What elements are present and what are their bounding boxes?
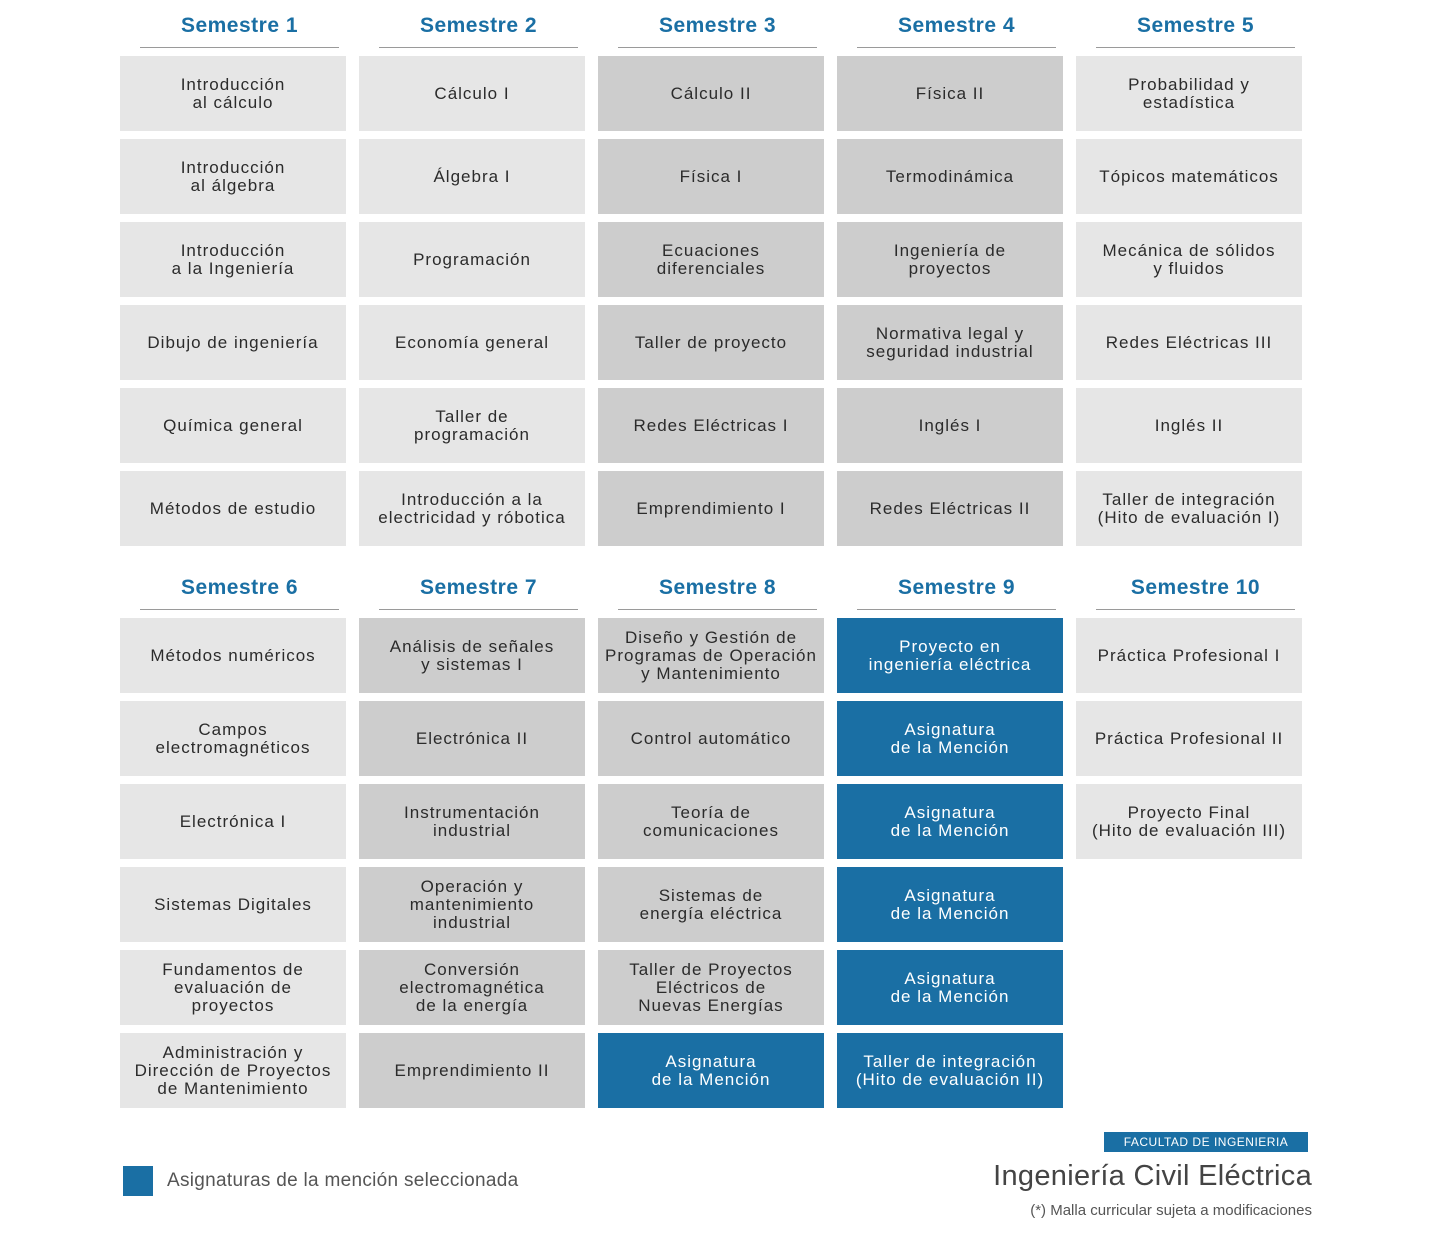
course-cell: Conversión electromagnética de la energía — [359, 950, 585, 1025]
course-cell: Instrumentación industrial — [359, 784, 585, 859]
course-cell: Inglés I — [837, 388, 1063, 463]
course-cell: Dibujo de ingeniería — [120, 305, 346, 380]
semester-label: Semestre 1 — [180, 14, 299, 37]
course-cell: Inglés II — [1076, 388, 1302, 463]
course-cell: Cálculo I — [359, 56, 585, 131]
course-cell: Química general — [120, 388, 346, 463]
semester-column — [598, 576, 837, 1108]
semester-label: Semestre 7 — [419, 576, 538, 599]
semester-header — [359, 576, 598, 610]
course-cell: Control automático — [598, 701, 824, 776]
course-cell: Asignatura de la Mención — [837, 701, 1063, 776]
semester-header — [598, 576, 837, 610]
semester-column — [359, 14, 598, 546]
course-cell: Taller de integración (Hito de evaluación II) — [837, 1033, 1063, 1108]
curriculum-note: (*) Malla curricular sujeta a modificaciones — [1030, 1202, 1312, 1219]
course-cell: Análisis de señales y sistemas I — [359, 618, 585, 693]
header-underline — [140, 609, 339, 610]
legend — [123, 1166, 519, 1196]
course-cell: Probabilidad y estadística — [1076, 56, 1302, 131]
faculty-badge: FACULTAD DE INGENIERIA — [1104, 1132, 1308, 1152]
course-cell: Termodinámica — [837, 139, 1063, 214]
course-cell: Normativa legal y seguridad industrial — [837, 305, 1063, 380]
semester-column — [1076, 14, 1315, 546]
semester-header — [120, 14, 359, 48]
semester-header — [837, 576, 1076, 610]
header-underline — [379, 47, 578, 48]
course-cell: Física II — [837, 56, 1063, 131]
course-cell: Métodos de estudio — [120, 471, 346, 546]
course-cell: Asignatura de la Mención — [837, 950, 1063, 1025]
semester-header — [837, 14, 1076, 48]
program-title: Ingeniería Civil Eléctrica — [993, 1160, 1312, 1192]
course-cell: Taller de integración (Hito de evaluación I) — [1076, 471, 1302, 546]
semester-label: Semestre 9 — [897, 576, 1016, 599]
semester-label: Semestre 2 — [419, 14, 538, 37]
course-cell: Campos electromagnéticos — [120, 701, 346, 776]
course-cell: Asignatura de la Mención — [598, 1033, 824, 1108]
header-underline — [379, 609, 578, 610]
course-cell: Física I — [598, 139, 824, 214]
course-cell: Introducción a la Ingeniería — [120, 222, 346, 297]
course-cell: Taller de proyecto — [598, 305, 824, 380]
course-cell: Ingeniería de proyectos — [837, 222, 1063, 297]
top-semesters-grid — [120, 14, 1315, 546]
course-cell: Programación — [359, 222, 585, 297]
course-cell: Proyecto en ingeniería eléctrica — [837, 618, 1063, 693]
course-cell: Sistemas Digitales — [120, 867, 346, 942]
course-cell: Taller de programación — [359, 388, 585, 463]
header-underline — [857, 609, 1056, 610]
semester-column — [120, 576, 359, 1108]
semester-header — [1076, 576, 1315, 610]
course-cell: Emprendimiento II — [359, 1033, 585, 1108]
course-cell: Asignatura de la Mención — [837, 867, 1063, 942]
semester-label: Semestre 4 — [897, 14, 1016, 37]
course-cell: Práctica Profesional I — [1076, 618, 1302, 693]
course-cell: Diseño y Gestión de Programas de Operación y Mantenimiento — [598, 618, 824, 693]
course-cell: Métodos numéricos — [120, 618, 346, 693]
course-cell: Fundamentos de evaluación de proyectos — [120, 950, 346, 1025]
course-cell: Álgebra I — [359, 139, 585, 214]
course-cell: Proyecto Final (Hito de evaluación III) — [1076, 784, 1302, 859]
semester-label: Semestre 6 — [180, 576, 299, 599]
header-underline — [857, 47, 1056, 48]
header-underline — [140, 47, 339, 48]
course-cell: Redes Eléctricas III — [1076, 305, 1302, 380]
header-underline — [1096, 609, 1295, 610]
header-underline — [1096, 47, 1295, 48]
header-underline — [618, 609, 817, 610]
course-cell: Taller de Proyectos Eléctricos de Nuevas Energías — [598, 950, 824, 1025]
course-cell: Introducción al cálculo — [120, 56, 346, 131]
semester-label: Semestre 8 — [658, 576, 777, 599]
course-cell: Introducción al álgebra — [120, 139, 346, 214]
course-cell: Redes Eléctricas I — [598, 388, 824, 463]
semester-header — [120, 576, 359, 610]
course-cell: Emprendimiento I — [598, 471, 824, 546]
semester-header — [598, 14, 837, 48]
semester-column — [598, 14, 837, 546]
semester-column — [837, 576, 1076, 1108]
course-cell: Economía general — [359, 305, 585, 380]
semester-label: Semestre 10 — [1130, 576, 1261, 599]
course-cell: Tópicos matemáticos — [1076, 139, 1302, 214]
semester-header — [359, 14, 598, 48]
header-underline — [618, 47, 817, 48]
semester-label: Semestre 5 — [1136, 14, 1255, 37]
course-cell: Introducción a la electricidad y róbotica — [359, 471, 585, 546]
course-cell: Administración y Dirección de Proyectos de Mantenimiento — [120, 1033, 346, 1108]
semester-column — [837, 14, 1076, 546]
semester-column — [359, 576, 598, 1108]
course-cell: Sistemas de energía eléctrica — [598, 867, 824, 942]
legend-label: Asignaturas de la mención seleccionada — [167, 1170, 519, 1191]
bottom-semesters-grid — [120, 576, 1315, 1108]
course-cell: Cálculo II — [598, 56, 824, 131]
course-cell: Mecánica de sólidos y fluidos — [1076, 222, 1302, 297]
legend-swatch — [123, 1166, 153, 1196]
semester-column — [1076, 576, 1315, 1108]
course-cell: Operación y mantenimiento industrial — [359, 867, 585, 942]
course-cell: Práctica Profesional II — [1076, 701, 1302, 776]
course-cell: Teoría de comunicaciones — [598, 784, 824, 859]
semester-header — [1076, 14, 1315, 48]
course-cell: Electrónica I — [120, 784, 346, 859]
course-cell: Ecuaciones diferenciales — [598, 222, 824, 297]
course-cell: Redes Eléctricas II — [837, 471, 1063, 546]
semester-label: Semestre 3 — [658, 14, 777, 37]
semester-column — [120, 14, 359, 546]
course-cell: Asignatura de la Mención — [837, 784, 1063, 859]
course-cell: Electrónica II — [359, 701, 585, 776]
